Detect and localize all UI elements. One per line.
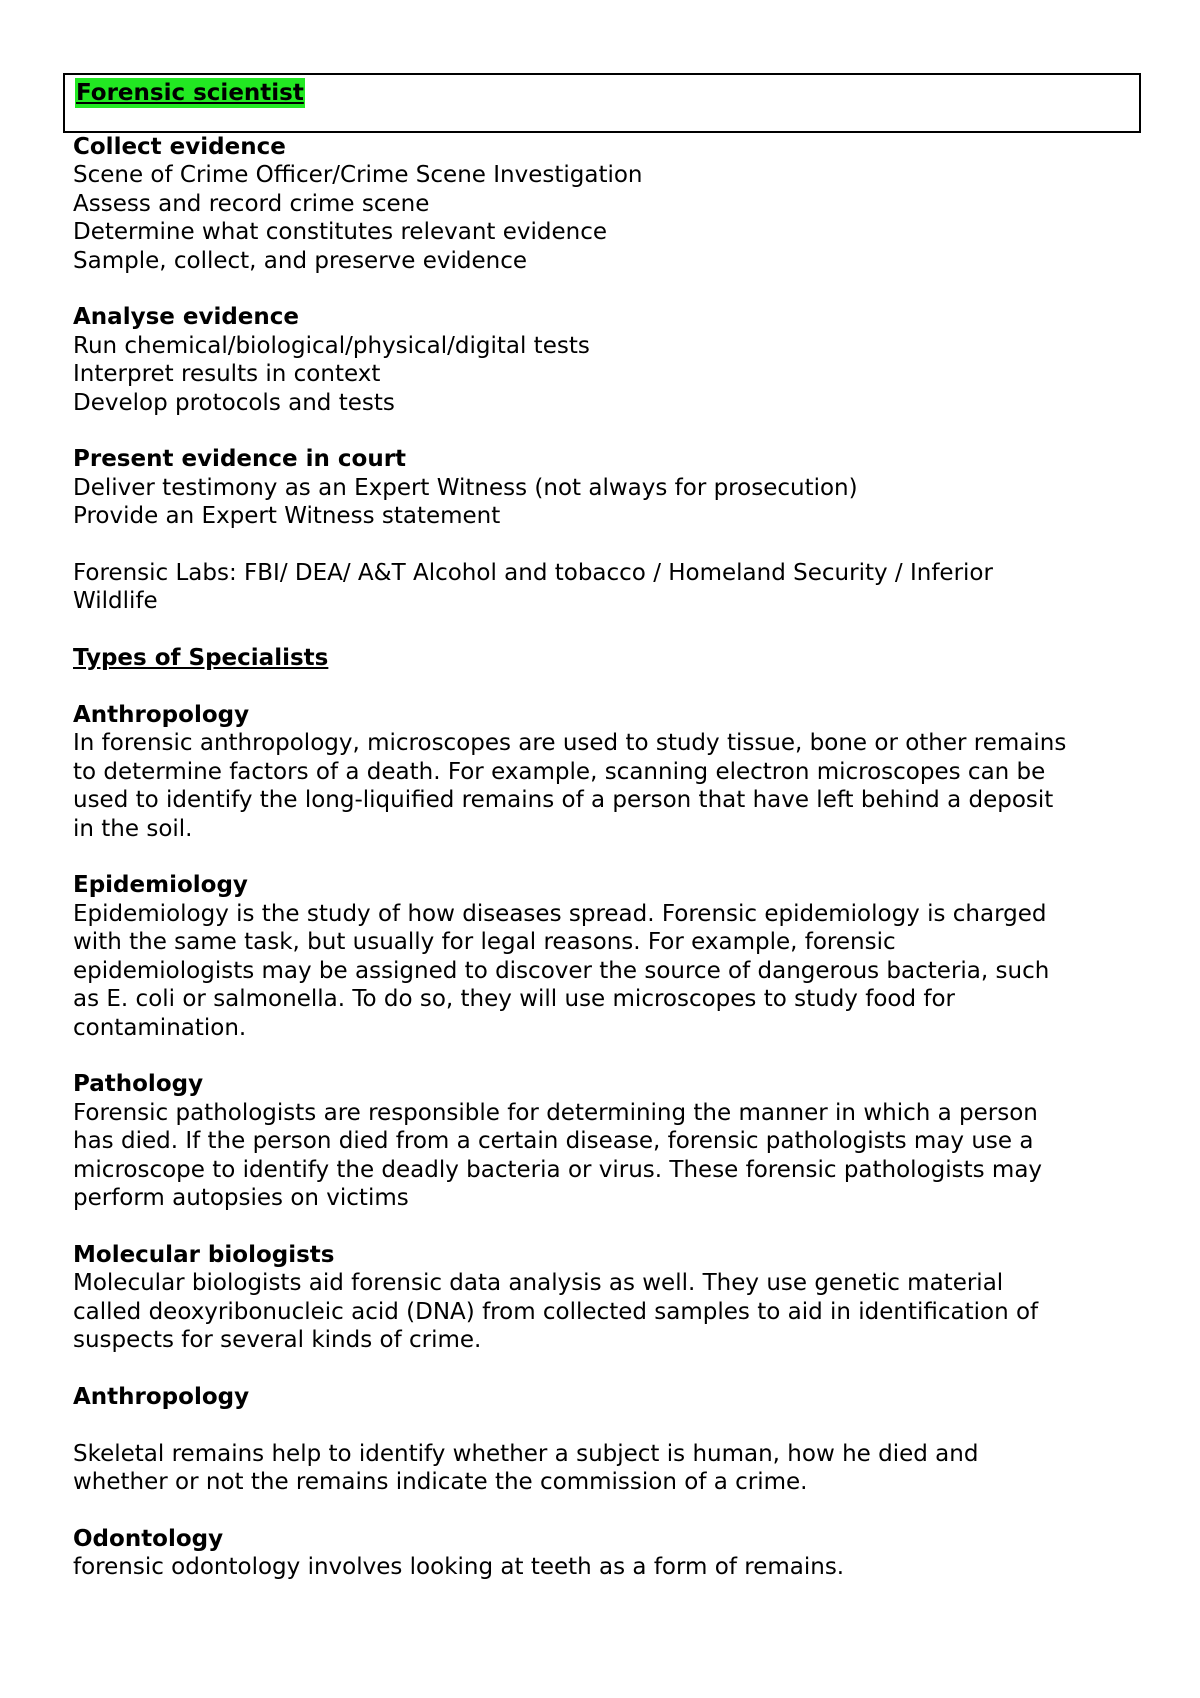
anthropology-text: In forensic anthropology, microscopes are used to study tissue, bone or other remains bbox=[73, 730, 1067, 757]
present-item: Provide an Expert Witness statement bbox=[73, 503, 501, 530]
epidemiology-text: epidemiologists may be assigned to discover the source of dangerous bacteria, such bbox=[73, 957, 1050, 984]
present-evidence-heading: Present evidence in court bbox=[73, 446, 407, 473]
analyse-item: Run chemical/biological/physical/digital tests bbox=[73, 332, 590, 359]
forensic-labs-line: Forensic Labs: FBI/ DEA/ A&T Alcohol and tobacco / Homeland Security / Inferior bbox=[73, 560, 993, 587]
pathology-text: has died. If the person died from a certain disease, forensic pathologists may use a bbox=[73, 1128, 1034, 1155]
epidemiology-text: as E. coli or salmonella. To do so, they will use microscopes to study food for bbox=[73, 986, 956, 1013]
collect-item: Scene of Crime Officer/Crime Scene Investigation bbox=[73, 162, 643, 189]
pathology-text: perform autopsies on victims bbox=[73, 1184, 409, 1211]
analyse-item: Develop protocols and tests bbox=[73, 389, 395, 416]
molecular-biologists-text: suspects for several kinds of crime. bbox=[73, 1326, 482, 1353]
pathology-text: Forensic pathologists are responsible for determining the manner in which a person bbox=[73, 1099, 1038, 1126]
types-of-specialists-heading: Types of Specialists bbox=[73, 645, 329, 672]
molecular-biologists-text: Molecular biologists aid forensic data analysis as well. They use genetic material bbox=[73, 1270, 1004, 1297]
forensic-labs-line: Wildlife bbox=[73, 588, 158, 615]
analyse-evidence-heading: Analyse evidence bbox=[73, 304, 300, 331]
collect-item: Assess and record crime scene bbox=[73, 190, 430, 217]
pathology-heading: Pathology bbox=[73, 1071, 204, 1098]
odontology-heading: Odontology bbox=[73, 1525, 224, 1552]
odontology-text: forensic odontology involves looking at teeth as a form of remains. bbox=[73, 1554, 845, 1581]
molecular-biologists-heading: Molecular biologists bbox=[73, 1241, 335, 1268]
collect-item: Determine what constitutes relevant evidence bbox=[73, 219, 607, 246]
epidemiology-text: Epidemiology is the study of how diseases spread. Forensic epidemiology is charged bbox=[73, 900, 1047, 927]
document-body bbox=[73, 133, 1143, 1582]
document-title: Forensic scientist bbox=[76, 80, 304, 106]
collect-evidence-heading: Collect evidence bbox=[73, 134, 286, 160]
anthropology-text: used to identify the long-liquified remains of a person that have left behind a deposit bbox=[73, 787, 1054, 814]
anthropology-heading: Anthropology bbox=[73, 702, 250, 729]
anthropology-2-text: whether or not the remains indicate the commission of a crime. bbox=[73, 1468, 808, 1495]
epidemiology-text: contamination. bbox=[73, 1014, 247, 1041]
anthropology-heading-2: Anthropology bbox=[73, 1383, 250, 1410]
anthropology-text: in the soil. bbox=[73, 815, 193, 842]
anthropology-2-text: Skeletal remains help to identify whether a subject is human, how he died and bbox=[73, 1440, 979, 1467]
anthropology-text: to determine factors of a death. For example, scanning electron microscopes can be bbox=[73, 758, 1046, 785]
molecular-biologists-text: called deoxyribonucleic acid (DNA) from collected samples to aid in identification of bbox=[73, 1298, 1039, 1325]
collect-item: Sample, collect, and preserve evidence bbox=[73, 247, 528, 274]
epidemiology-text: with the same task, but usually for legal reasons. For example, forensic bbox=[73, 929, 896, 956]
present-item: Deliver testimony as an Expert Witness (not always for prosecution) bbox=[73, 474, 858, 501]
title-box bbox=[63, 73, 1141, 133]
pathology-text: microscope to identify the deadly bacteria or virus. These forensic pathologists may bbox=[73, 1156, 1043, 1183]
epidemiology-heading: Epidemiology bbox=[73, 872, 248, 899]
analyse-item: Interpret results in context bbox=[73, 361, 381, 388]
